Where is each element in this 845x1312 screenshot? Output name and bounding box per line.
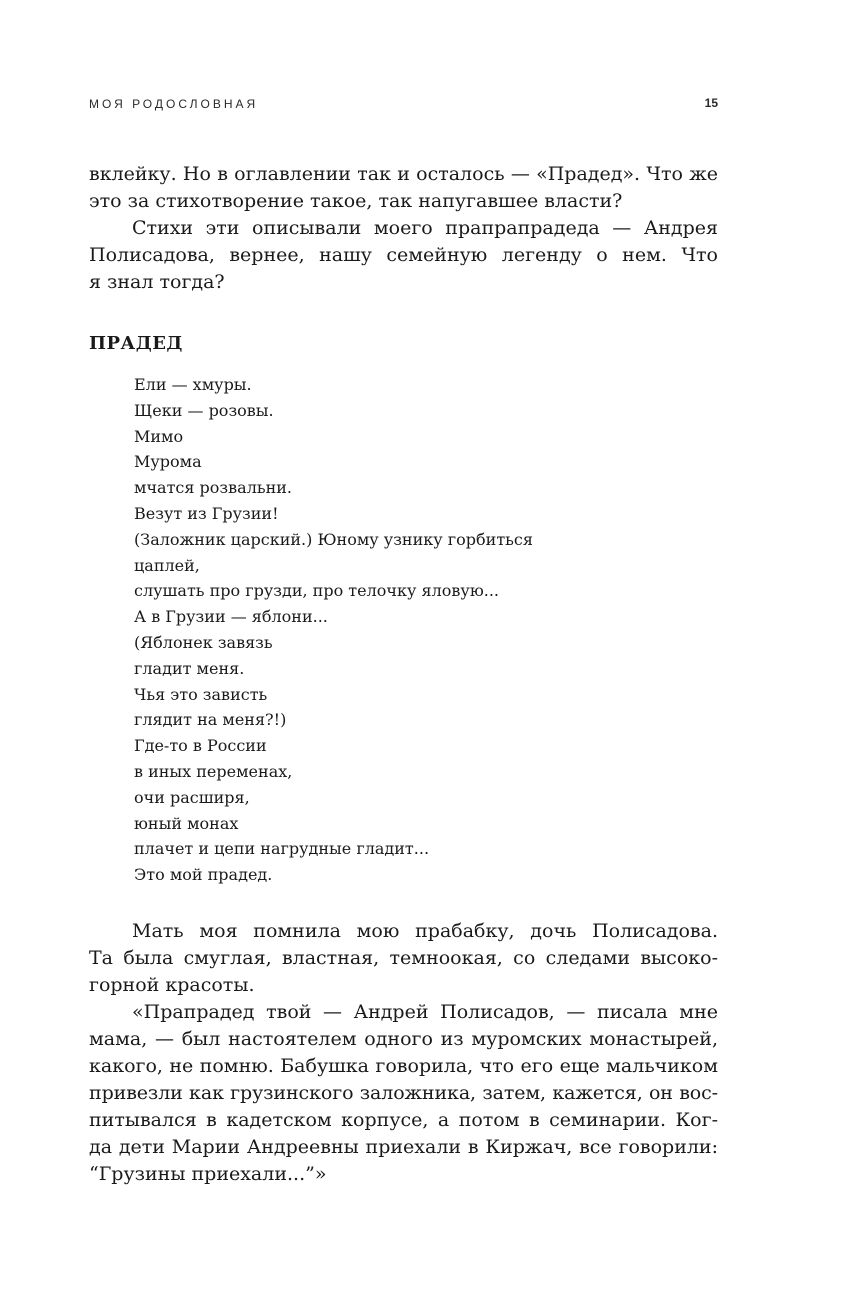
text-line: Та была смуглая, властная, темноокая, со следами высоко- bbox=[89, 947, 718, 969]
poem-line: А в Грузии — яблони... bbox=[134, 607, 328, 627]
text-line: Стихи эти описывали моего прапрапрадеда — Андрея bbox=[132, 217, 718, 239]
poem-body bbox=[134, 372, 614, 888]
text-line: мама, — был настоятелем одного из муромских монастырей, bbox=[89, 1028, 718, 1050]
poem-line: (Заложник царский.) Юному узнику горбиться bbox=[134, 529, 533, 549]
poem-line: гладит меня. bbox=[134, 658, 245, 678]
text-line: Полисадова, вернее, нашу семейную легенду о нем. Что bbox=[89, 244, 718, 266]
text-line: Мать моя помнила мою прабабку, дочь Полисадова. bbox=[132, 920, 718, 942]
closing-paragraphs bbox=[89, 918, 718, 1188]
poem-line: Где-то в России bbox=[134, 736, 267, 756]
intro-paragraphs bbox=[89, 161, 718, 296]
running-title: МОЯ РОДОСЛОВНАЯ bbox=[89, 97, 259, 111]
text-line: горной красоты. bbox=[89, 974, 255, 996]
text-line: вклейку. Но в оглавлении так и осталось — «Прадед». Что же bbox=[89, 163, 718, 185]
poem-title: ПРАДЕД bbox=[89, 333, 183, 354]
poem-line: (Яблонек завязь bbox=[134, 632, 273, 652]
poem-line: юный монах bbox=[134, 813, 239, 833]
poem-line: очи расширя, bbox=[134, 787, 250, 807]
text-line: питывался в кадетском корпусе, а потом в семинарии. Ког- bbox=[89, 1109, 718, 1131]
poem-line: Мурома bbox=[134, 452, 202, 472]
poem-line: Чья это зависть bbox=[134, 684, 268, 704]
page-number: 15 bbox=[704, 96, 718, 110]
poem-line: Это мой прадед. bbox=[134, 865, 273, 885]
poem-line: Везут из Грузии! bbox=[134, 503, 279, 523]
poem-line: плачет и цепи нагрудные гладит... bbox=[134, 839, 430, 859]
poem-line: в иных переменах, bbox=[134, 761, 293, 781]
text-line: «Прапрадед твой — Андрей Полисадов, — писала мне bbox=[132, 1001, 718, 1023]
poem-line: глядит на меня?!) bbox=[134, 710, 287, 730]
poem-line: Мимо bbox=[134, 426, 184, 446]
text-line: “Грузины приехали...”» bbox=[89, 1163, 327, 1185]
poem-line: слушать про грузди, про телочку яловую... bbox=[134, 581, 499, 601]
text-line: привезли как грузинского заложника, затем, кажется, он вос- bbox=[89, 1082, 718, 1104]
text-line: я знал тогда? bbox=[89, 271, 225, 293]
poem-line: цаплей, bbox=[134, 555, 200, 575]
poem-line: мчатся розвальни. bbox=[134, 478, 292, 498]
text-line: это за стихотворение такое, так напугавшее власти? bbox=[89, 190, 623, 212]
text-line: какого, не помню. Бабушка говорила, что его еще мальчиком bbox=[89, 1055, 718, 1077]
text-line: да дети Марии Андреевны приехали в Киржач, все говорили: bbox=[89, 1136, 718, 1158]
poem-line: Щеки — розовы. bbox=[134, 400, 274, 420]
poem-line: Ели — хмуры. bbox=[134, 375, 252, 394]
